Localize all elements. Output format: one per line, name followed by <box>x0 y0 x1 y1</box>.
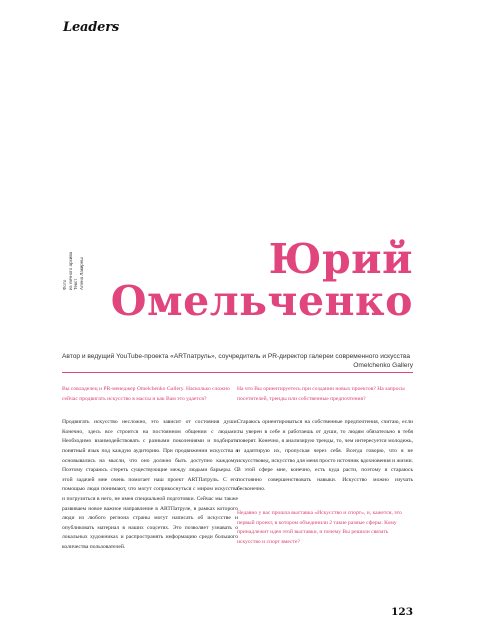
photo-credit-label: Фото <box>62 279 67 290</box>
subtitle-line-1: Автор и ведущий YouTube-проекта «ARTпатруль», соучредитель и PR-директор галереи современного искусства <box>62 353 411 360</box>
left-column <box>62 385 238 567</box>
first-name: Юрий <box>268 235 413 283</box>
question-3: Недавно у вас прошла выставка «Искусство и спорт», и, кажется, это первый проект, в котором объединили 2 такие разные сферы. Кому принадлежит идея этой выставки, и почему Вы решили связать искусство и спорт вместе? <box>237 509 402 545</box>
right-column <box>237 385 413 561</box>
text-credit-label: Текст <box>73 278 78 290</box>
answer-2: Стараюсь ориентироваться на собственные предпочтения, считаю, если ты уверен в себе и работаешь от души, то людям обязательно в тебя поверят. Конечно, я анализирую тренды, то, чем интересуется молодежь, и адаптирую их, пропуская через себя. Всегда говорю, что я не искусствовед, искусство для меня просто источник вдохновения и жизни. В этой сфере мне, конечно, есть куда расти, поэтому я стараюсь постоянно совершенствовать навыки. Искусство можно изучать бесконечно. <box>237 419 413 493</box>
photo-credit <box>62 232 82 290</box>
question-2: На что Вы ориентируетесь при создании новых проектов? На запросы посетителей, тренды или собственные предпочтения? <box>237 386 405 402</box>
photo-credit-source: из личного архива <box>67 251 73 290</box>
page-number: 123 <box>391 606 413 618</box>
article-title <box>110 235 413 325</box>
last-name: Омельченко <box>110 277 413 325</box>
answer-1: Продвигать искусство несложно, это зависит от состояния души. Конечно, здесь все строится на постоянном общении с людьми. Необходимо взаимодействовать с разными поколениями и подбирать понятный язык под каждую аудиторию. При продвижении искусства я основывались на мысли, что оно должно быть доступно каждому. Поэтому стараюсь стереть существующие между людьми барьеры. С этой задачей мне очень помогает наш проект ARTПатруль. С его помощью люди понимают, что могут соприкоснуться с миром искусства и погрузиться в него, не имея специальной подготовки. Сейчас мы также развиваем новое важное направление в ARTПатруле, в рамках которого люди из любого региона страны могут написать об искусстве и опубликовать материал в наших соцсетях. Это позволяет узнавать о локальных художниках и распространять информацию среди большого количества пользователей. <box>62 419 238 550</box>
article-subtitle <box>62 352 413 370</box>
magazine-logo: Leaders <box>63 20 119 35</box>
text-credit-author: Алена Лакиреш <box>78 257 84 290</box>
subtitle-line-2: Omelchenko Gallery <box>353 362 413 369</box>
question-1: Вы совладелец и PR-менеджер Omelchenko Gallery. Насколько сложно сейчас продвигать искусство в массы и как Вам это удается? <box>62 386 230 402</box>
title-divider <box>62 372 413 373</box>
